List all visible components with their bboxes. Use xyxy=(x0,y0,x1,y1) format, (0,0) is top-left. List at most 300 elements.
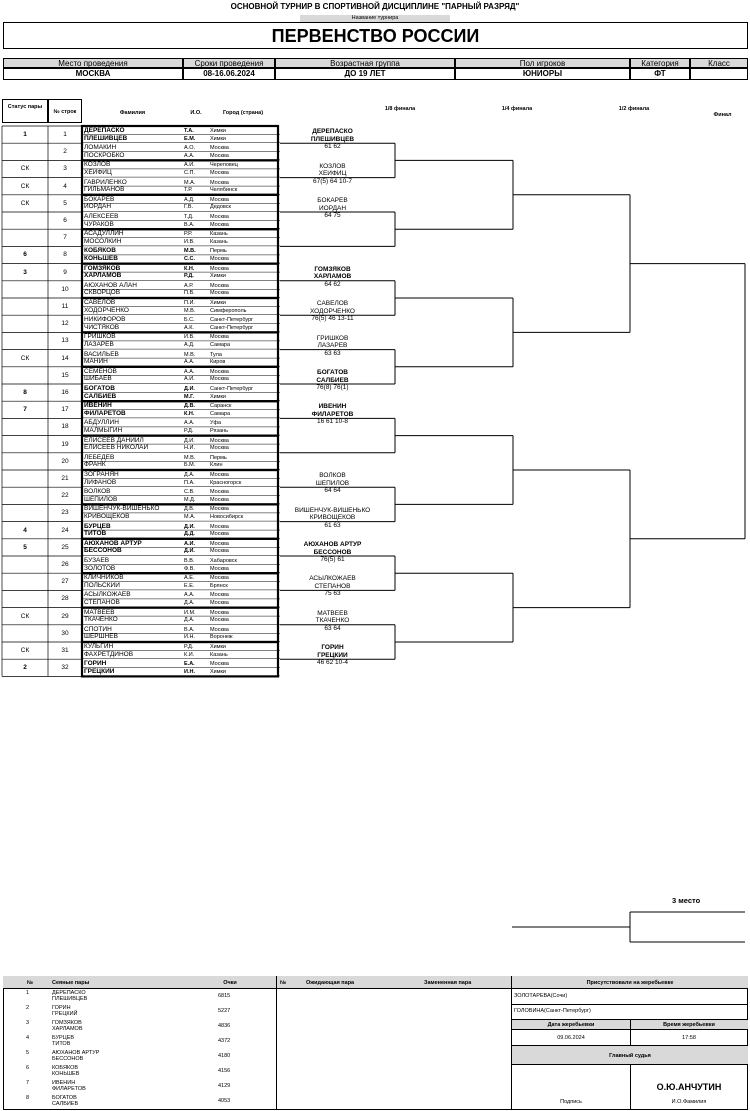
player-initials: Т.А. xyxy=(184,128,194,134)
attendee-1: ЗОЛОТАРЕВА(Сочи) xyxy=(514,993,568,999)
player-city: Уфа xyxy=(210,420,222,427)
seed-points: 4156 xyxy=(218,1068,231,1074)
player-surname: МАЛМЫГИН xyxy=(84,426,123,434)
player-city: Киров xyxy=(210,359,226,366)
match-box xyxy=(82,126,278,160)
alt-header-replaced: Замененная пара xyxy=(424,980,472,986)
player-initials: И.Н. xyxy=(184,668,195,675)
player-surname: КРИВОЩЕКОВ xyxy=(84,512,130,520)
player-initials: И.Н. xyxy=(184,634,195,641)
match-box xyxy=(82,642,278,676)
player-initials: И.В. xyxy=(184,238,195,245)
player-city: Симферополь xyxy=(210,307,247,314)
match-box xyxy=(82,436,278,470)
pair-status: 2 xyxy=(23,664,27,672)
r16-winner: КОЗЛОВ xyxy=(319,162,346,170)
seed-points: 4372 xyxy=(218,1038,231,1044)
row-number: 24 xyxy=(61,526,69,534)
row-number: 4 xyxy=(63,182,67,190)
player-surname: ИВЕНИН xyxy=(84,402,112,410)
seed-player: САЛБИЕВ xyxy=(52,1101,79,1107)
r16-score: 64 62 xyxy=(324,280,341,288)
player-surname: АСЫЛКОЖАЕВ xyxy=(84,591,131,599)
player-surname: ХАРЛАМОВ xyxy=(84,272,122,280)
player-initials: С.С. xyxy=(184,255,195,262)
draw-attendees-header: Присутствовали на жеребьевке xyxy=(586,980,674,986)
player-city: Химки xyxy=(210,300,227,306)
player-city: Москва xyxy=(210,472,229,478)
r16-winner: ЛАЗАРЕВ xyxy=(317,342,348,350)
player-initials: А.Р. xyxy=(184,282,194,289)
player-initials: М.Г. xyxy=(184,393,195,400)
third-place-label: 3 место xyxy=(672,896,701,905)
player-city: Москва xyxy=(210,609,229,616)
player-initials: А.А. xyxy=(184,368,195,375)
player-surname: ПОСКРОБКО xyxy=(84,151,125,159)
column-header-r16: 1/8 финала xyxy=(384,106,416,112)
seed-player: ГОРИН xyxy=(52,1005,71,1011)
player-city: Москва xyxy=(210,548,229,555)
column-header-surname: Фамилия xyxy=(119,110,146,116)
r16-score: 76(8) 76(1) xyxy=(316,384,349,391)
player-initials: Д.А. xyxy=(184,617,195,624)
player-initials: Д.И. xyxy=(184,386,195,392)
r16-winner: БОКАРЕВ xyxy=(317,197,348,204)
player-initials: В.В. xyxy=(184,558,195,564)
player-initials: М.В. xyxy=(184,307,196,314)
player-city: Химки xyxy=(210,668,227,675)
seed-player: КОБЯКОВ xyxy=(52,1065,79,1071)
pair-status: СК xyxy=(20,182,30,190)
player-surname: КУЛЬГИН xyxy=(84,643,114,650)
r16-score: 16 61 10-8 xyxy=(316,418,349,426)
player-initials: Е.А. xyxy=(184,661,195,668)
player-initials: М.В. xyxy=(184,454,196,461)
r16-winner: ИВЕНИН xyxy=(318,403,347,411)
r16-winner: ГРЕЦКИЙ xyxy=(317,651,348,659)
player-initials: А.Е. xyxy=(184,575,195,582)
seed-player: ДЕРЕПАСКО xyxy=(52,990,86,996)
r16-winner: САВЕЛОВ xyxy=(316,300,349,308)
player-surname: КЛИЧНИКОВ xyxy=(84,574,124,582)
player-initials: А.И. xyxy=(184,376,195,383)
column-header-initials: И.О. xyxy=(190,110,202,116)
seed-number: 3 xyxy=(25,1020,30,1026)
r16-winner: АСЫЛКОЖАЕВ xyxy=(309,575,356,583)
player-initials: А.А. xyxy=(184,359,195,366)
match-box xyxy=(82,160,278,194)
player-surname: МОСОЛКИН xyxy=(84,237,122,245)
r16-score: 63 64 xyxy=(324,624,341,632)
player-city: Челябинск xyxy=(210,187,238,194)
player-initials: Н.И. xyxy=(184,445,195,452)
player-initials: А.Д. xyxy=(184,196,195,203)
seed-player: КОНЬШЕВ xyxy=(52,1071,80,1077)
match-box xyxy=(82,539,278,573)
row-number: 30 xyxy=(61,629,69,637)
player-city: Москва xyxy=(210,368,229,375)
row-number: 28 xyxy=(61,595,69,603)
info-header-age: Возрастная группа xyxy=(275,58,455,68)
player-city: Москва xyxy=(210,523,229,530)
row-number: 2 xyxy=(63,148,67,156)
player-initials: И.М. xyxy=(184,609,196,616)
player-initials: В.А. xyxy=(184,221,195,228)
player-city: Химки xyxy=(210,393,227,400)
match-box xyxy=(82,608,278,642)
seed-number: 8 xyxy=(25,1095,30,1101)
player-surname: ДЕРЕПАСКО xyxy=(84,127,125,134)
player-initials: Д.В. xyxy=(184,403,195,410)
match-box xyxy=(82,298,278,332)
column-header-row-number: № строк xyxy=(48,99,82,123)
pair-status: 6 xyxy=(23,251,27,259)
player-surname: ГОМЗЯКОВ xyxy=(84,264,121,272)
player-surname: НИКИФОРОВ xyxy=(84,316,126,324)
info-header-gender: Пол игроков xyxy=(455,58,630,68)
seed-points: 4836 xyxy=(218,1023,231,1029)
player-initials: А.А. xyxy=(184,592,195,599)
r16-winner: ВОЛКОВ xyxy=(319,472,346,480)
info-header-venue: Место проведения xyxy=(3,58,183,68)
player-city: Москва xyxy=(210,599,229,606)
row-number: 8 xyxy=(63,251,67,259)
player-city: Саранск xyxy=(210,403,232,410)
player-city: Москва xyxy=(210,540,229,547)
seed-number: 4 xyxy=(25,1035,30,1041)
player-surname: ЕЛИСЕЕВ НИКОЛАЙ xyxy=(84,444,149,452)
player-surname: ЕЛИСЕЕВ ДАНИИЛ xyxy=(84,436,144,444)
player-city: Самара xyxy=(210,341,231,348)
player-initials: В.А. xyxy=(184,626,195,633)
player-initials: Д.И. xyxy=(184,437,195,444)
player-surname: ЛОМАКИН xyxy=(84,144,117,152)
row-number: 10 xyxy=(61,285,69,293)
player-initials: М.В. xyxy=(184,351,196,358)
seed-player: ГРЕЦКИЙ xyxy=(52,1011,78,1017)
player-city: Москва xyxy=(210,334,229,341)
player-initials: Т.Д. xyxy=(184,214,194,220)
r16-winner: ГРИШКОВ xyxy=(316,334,349,342)
row-number: 11 xyxy=(61,303,69,310)
r16-winner: ХЕЙФИЦ xyxy=(318,170,347,178)
r16-winner: ГОРИН xyxy=(321,644,344,652)
row-number: 13 xyxy=(61,337,69,345)
player-surname: ЛАЗАРЕВ xyxy=(84,340,114,348)
player-city: Москва xyxy=(210,437,229,444)
row-number: 21 xyxy=(61,475,69,482)
player-city: Москва xyxy=(210,290,229,297)
player-city: Москва xyxy=(210,626,229,633)
player-city: Тула xyxy=(210,351,222,358)
player-city: Москва xyxy=(210,565,229,572)
player-initials: М.В. xyxy=(184,248,196,255)
pair-status: 1 xyxy=(23,131,27,138)
seed-player: ТИТОВ xyxy=(52,1041,71,1047)
player-city: Москва xyxy=(210,506,229,513)
player-city: Москва xyxy=(210,152,229,159)
player-city: Химки xyxy=(210,644,227,650)
info-dates: 08-16.06.2024 xyxy=(183,68,275,80)
seed-number: 1 xyxy=(25,990,30,996)
player-city: Воронеж xyxy=(210,634,233,641)
footer-divider-1 xyxy=(276,976,277,1110)
player-surname: ВАСИЛЬЕВ xyxy=(84,350,119,358)
row-number: 27 xyxy=(61,578,69,586)
r16-score: 76(5) 46 13-11 xyxy=(311,315,354,323)
player-surname: ВОЛКОВ xyxy=(84,488,111,496)
r16-score: 76(5) 61 xyxy=(320,556,345,563)
seed-player: БУРЦЕВ xyxy=(52,1035,75,1041)
player-surname: ЛЕБЕДЕВ xyxy=(84,453,115,461)
player-surname: ГАВРИЛЕНКО xyxy=(84,178,127,186)
player-surname: ПЛЕШИВЦЕВ xyxy=(84,134,128,142)
seeded-header-points: Очки xyxy=(223,980,237,986)
seed-player: ФИЛАРЕТОВ xyxy=(52,1086,86,1092)
r16-winner: ХОДОРЧЕНКО xyxy=(310,307,355,315)
player-initials: Д.А. xyxy=(184,472,195,478)
player-city: Казань xyxy=(210,231,228,238)
match-box xyxy=(82,195,278,229)
player-initials: Т.Р. xyxy=(184,187,193,194)
player-surname: ЛИФАНОВ xyxy=(84,478,117,486)
player-initials: А.А. xyxy=(184,152,195,159)
info-venue: МОСКВА xyxy=(3,68,183,80)
player-city: Москва xyxy=(210,214,229,220)
player-initials: Е.Е. xyxy=(184,582,195,589)
referee-label: Главный судья xyxy=(609,1053,651,1059)
player-city: Казань xyxy=(210,651,228,658)
player-city: Химки xyxy=(210,273,227,280)
player-surname: МАТВЕЕВ xyxy=(84,608,115,616)
player-surname: ПОЛЬСКИЙ xyxy=(84,581,120,589)
r16-score: 61 62 xyxy=(324,143,341,151)
player-city: Брянск xyxy=(210,582,228,589)
player-city: Москва xyxy=(210,661,229,668)
column-header-qf: 1/4 финала xyxy=(501,106,533,112)
seed-player: АЮХАНОВ АРТУР xyxy=(52,1050,100,1056)
player-initials: А.А. xyxy=(184,420,195,427)
player-surname: ФАХРЕТДИНОВ xyxy=(84,650,134,658)
player-surname: АСАДУЛЛИН xyxy=(84,230,124,238)
r16-score: 64 64 xyxy=(324,487,341,495)
r16-winner: ПЛЕШИВЦЕВ xyxy=(310,135,355,143)
r16-winner: СТЕПАНОВ xyxy=(314,582,351,590)
seeded-header-pairs: Сеяные пары xyxy=(52,980,90,986)
document-top-title: ОСНОВНОЙ ТУРНИР В СПОРТИВНОЙ ДИСЦИПЛИНЕ "ПАРНЫЙ РАЗРЯД" xyxy=(230,2,520,11)
player-city: Москва xyxy=(210,265,229,272)
pair-status: 3 xyxy=(23,268,27,276)
player-initials: Б.С. xyxy=(184,317,195,324)
player-surname: ГИЛЬМАНОВ xyxy=(84,186,125,194)
info-header-class: Класс xyxy=(690,58,748,68)
seed-player: ПЛЕШИВЦЕВ xyxy=(52,996,88,1002)
player-surname: БЕССОНОВ xyxy=(84,547,122,555)
player-city: Череповец xyxy=(210,162,238,169)
match-box xyxy=(82,470,278,504)
player-surname: СТЕПАНОВ xyxy=(84,598,120,606)
draw-time: 17:58 xyxy=(682,1035,696,1041)
row-number: 26 xyxy=(61,561,69,568)
tournament-title: ПЕРВЕНСТВО РОССИИ xyxy=(3,22,748,49)
player-initials: Р.Д. xyxy=(184,644,194,650)
player-city: Дедовск xyxy=(210,204,231,211)
column-header-sf: 1/2 финала xyxy=(618,106,650,112)
player-city: Химки xyxy=(210,135,227,142)
player-initials: Д.А. xyxy=(184,599,195,606)
r16-winner: САЛБИЕВ xyxy=(316,376,349,384)
info-header-dates: Сроки проведения xyxy=(183,58,275,68)
info-header-category: Категория xyxy=(630,58,690,68)
row-number: 12 xyxy=(61,320,69,328)
player-initials: М.А. xyxy=(184,179,196,186)
row-number: 7 xyxy=(63,234,67,242)
player-surname: ФИЛАРЕТОВ xyxy=(84,409,126,417)
player-city: Москва xyxy=(210,196,229,203)
player-surname: ТКАЧЕНКО xyxy=(84,616,118,624)
player-surname: САЛБИЕВ xyxy=(84,392,117,400)
row-number: 14 xyxy=(61,354,69,362)
column-header-city: Город (страна) xyxy=(222,110,264,116)
pair-status: СК xyxy=(20,354,30,362)
player-surname: ШЕПИЛОВ xyxy=(84,495,118,503)
player-city: Рязань xyxy=(210,427,228,434)
alt-header-waiting: Ожидающая пара xyxy=(306,980,355,986)
player-initials: П.И. xyxy=(184,300,195,306)
player-surname: АЮХАНОВ АЛАН xyxy=(84,281,137,289)
row-number: 6 xyxy=(63,217,67,224)
seed-player: ГОМЗЯКОВ xyxy=(52,1020,82,1026)
match-box xyxy=(82,401,278,435)
column-header-status: Статус пары xyxy=(2,99,48,123)
player-city: Москва xyxy=(210,445,229,452)
player-surname: ГОРИН xyxy=(84,660,107,668)
player-surname: СПОТИН xyxy=(84,625,112,633)
r16-winner: ВИШЕНЧУК-ВИШЕНЬКО xyxy=(294,506,371,514)
column-header-final: Финал xyxy=(713,112,732,118)
player-initials: Р.Р. xyxy=(184,231,193,238)
seed-player: БОГАТОВ xyxy=(52,1095,77,1101)
info-category: ФТ xyxy=(630,68,690,80)
row-number: 22 xyxy=(61,492,69,500)
pair-status: СК xyxy=(20,165,30,173)
player-initials: Р.Д. xyxy=(184,427,194,434)
player-city: Москва xyxy=(210,531,229,538)
seed-points: 4053 xyxy=(218,1098,231,1104)
player-initials: К.И. xyxy=(184,651,195,658)
r16-winner: ГОМЗЯКОВ xyxy=(314,265,351,273)
player-surname: ВИШЕНЧУК-ВИШЕНЬКО xyxy=(84,505,160,513)
seed-player: БЕССОНОВ xyxy=(52,1056,84,1062)
pair-status: СК xyxy=(20,199,30,207)
tournament-name-label: Название турнира xyxy=(300,15,450,22)
row-number: 25 xyxy=(61,543,69,551)
pair-status: 4 xyxy=(23,526,27,534)
player-surname: АБДУЛЛИН xyxy=(84,419,119,427)
player-surname: СЕМЕНОВ xyxy=(84,367,117,375)
player-city: Санкт-Петербург xyxy=(210,317,254,324)
seed-number: 5 xyxy=(25,1050,30,1056)
player-initials: Р.Д. xyxy=(184,273,194,280)
player-initials: Г.В. xyxy=(184,204,194,211)
pair-status: СК xyxy=(20,612,30,620)
player-city: Красногорск xyxy=(210,479,242,486)
player-initials: Д.Д. xyxy=(184,531,195,538)
row-number: 31 xyxy=(61,647,69,654)
player-city: Москва xyxy=(210,496,229,503)
player-initials: А.И. xyxy=(184,162,195,169)
player-surname: АЮХАНОВ АРТУР xyxy=(84,539,142,547)
row-number: 17 xyxy=(61,406,69,414)
draw-date-label: Дата жеребьевки xyxy=(547,1022,595,1028)
r16-winner: АЮХАНОВ АРТУР xyxy=(303,541,362,548)
seed-player: ИВЕНИН xyxy=(52,1080,76,1086)
player-initials: М.А. xyxy=(184,513,196,520)
fio-label: И.О.Фамилия xyxy=(671,1099,707,1105)
player-city: Клин xyxy=(210,462,223,469)
row-number: 20 xyxy=(61,457,69,465)
pair-status: СК xyxy=(20,647,30,654)
match-box xyxy=(82,264,278,298)
row-number: 5 xyxy=(63,199,67,207)
player-surname: БУРЦЕВ xyxy=(84,522,111,530)
player-city: Санкт-Петербург xyxy=(210,386,254,392)
player-city: Москва xyxy=(210,592,229,599)
player-surname: ЗОЛОТОВ xyxy=(84,564,116,572)
player-surname: СКВОРЦОВ xyxy=(84,289,121,297)
player-city: Москва xyxy=(210,145,229,152)
player-city: Пермь xyxy=(210,454,227,461)
player-surname: ЧУРАКОВ xyxy=(84,220,114,228)
seed-number: 2 xyxy=(25,1005,30,1011)
alt-header-number: № xyxy=(280,980,287,986)
draw-time-label: Время жеребьевки xyxy=(663,1022,715,1028)
r16-winner: КРИВОЩЕКОВ xyxy=(309,514,356,522)
match-box xyxy=(82,504,278,538)
player-city: Самара xyxy=(210,410,231,417)
player-surname: КОБЯКОВ xyxy=(84,247,116,255)
player-city: Москва xyxy=(210,376,229,383)
player-initials: А.О. xyxy=(184,145,196,152)
player-city: Москва xyxy=(210,221,229,228)
info-age: ДО 19 ЛЕТ xyxy=(275,68,455,80)
seed-points: 5227 xyxy=(218,1008,231,1014)
seeded-header-number: № xyxy=(26,980,34,986)
player-surname: ГРЕЦКИЙ xyxy=(84,667,115,675)
info-gender: ЮНИОРЫ xyxy=(455,68,630,80)
player-surname: АЛЕКСЕЕВ xyxy=(84,213,119,220)
player-surname: ФРАНК xyxy=(84,461,106,469)
match-box xyxy=(82,332,278,366)
r16-winner: ХАРЛАМОВ xyxy=(313,273,352,281)
row-number: 9 xyxy=(63,268,67,276)
row-number: 3 xyxy=(63,165,67,173)
r16-winner: ШЕПИЛОВ xyxy=(315,479,350,487)
player-city: Хабаровск xyxy=(210,558,237,564)
seed-number: 7 xyxy=(25,1080,30,1086)
match-box xyxy=(82,229,278,263)
match-box xyxy=(82,367,278,401)
player-initials: К.Н. xyxy=(184,265,195,272)
player-city: Москва xyxy=(210,179,229,186)
player-surname: САВЕЛОВ xyxy=(84,299,116,306)
seed-player: ХАРЛАМОВ xyxy=(52,1026,83,1032)
player-initials: Е.М. xyxy=(184,135,196,142)
row-number: 29 xyxy=(61,612,69,620)
referee-name: О.Ю.АНЧУТИН xyxy=(656,1082,722,1092)
player-initials: К.Н. xyxy=(184,410,195,417)
player-city: Москва xyxy=(210,489,229,496)
